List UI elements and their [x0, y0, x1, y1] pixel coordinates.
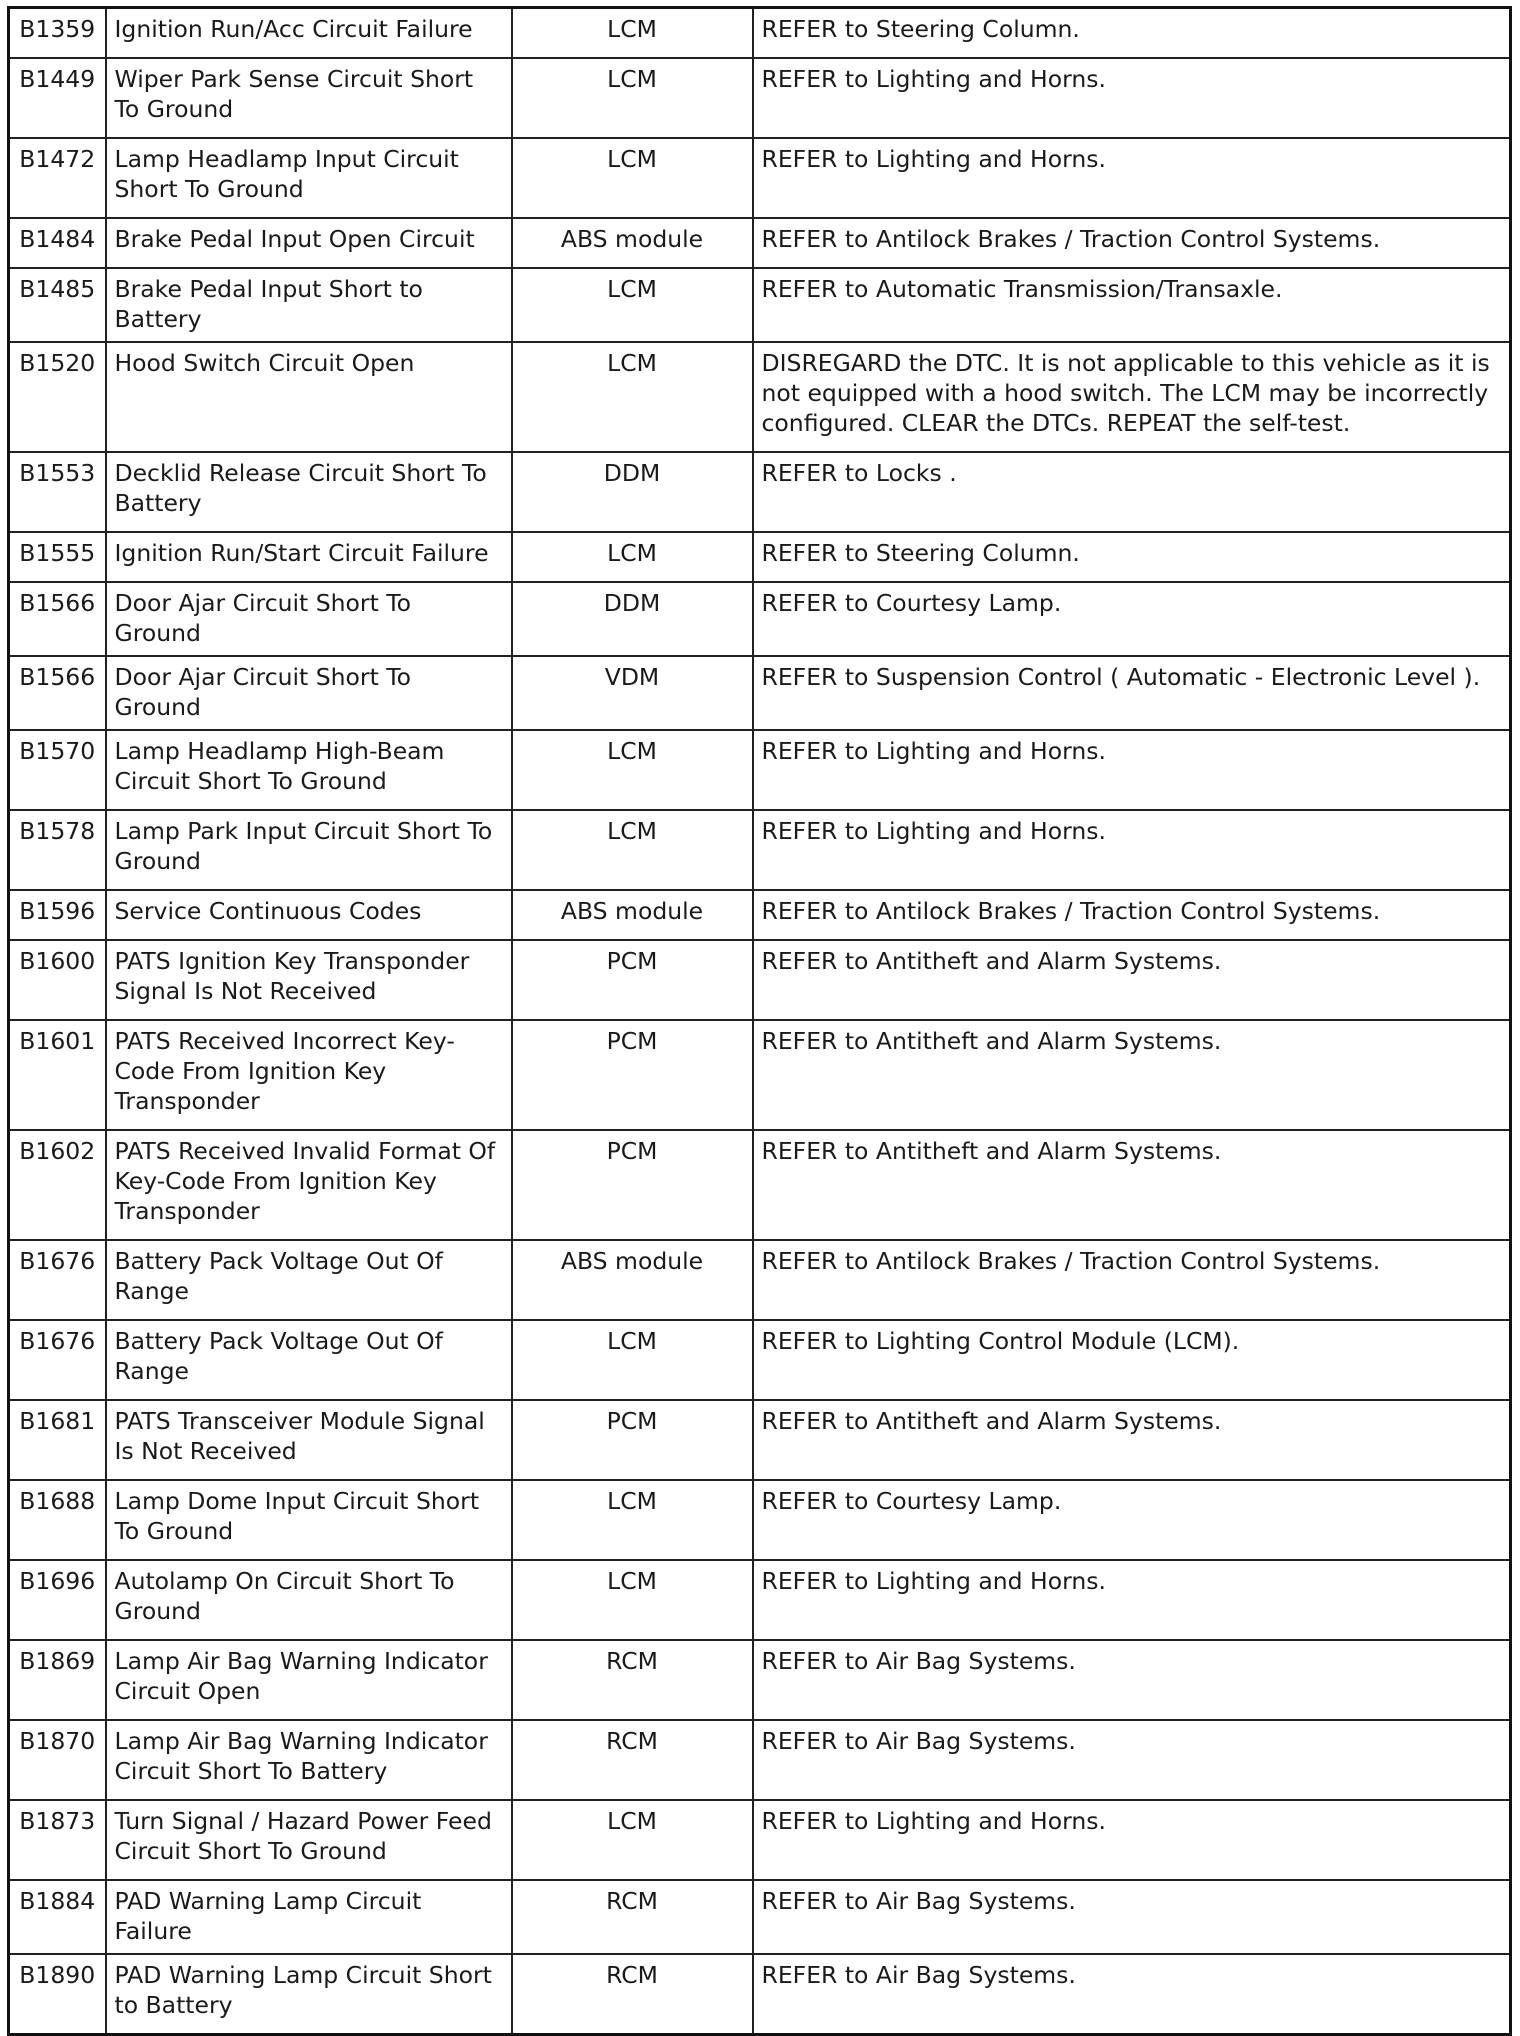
- description-cell: PATS Received Invalid Format Of Key-Code From Ignition Key Transponder: [106, 1130, 512, 1240]
- table-row: [9, 890, 1511, 940]
- dtc-code-cell: B1601: [9, 1020, 106, 1130]
- description-cell: PATS Ignition Key Transponder Signal Is Not Received: [106, 940, 512, 1020]
- dtc-code-cell: B1596: [9, 890, 106, 940]
- table-row: [9, 1020, 1511, 1130]
- description-cell: Service Continuous Codes: [106, 890, 512, 940]
- module-cell: PCM: [512, 940, 753, 1020]
- module-cell: LCM: [512, 58, 753, 138]
- dtc-code-cell: B1602: [9, 1130, 106, 1240]
- module-cell: LCM: [512, 1320, 753, 1400]
- action-cell: REFER to Air Bag Systems.: [753, 1720, 1511, 1800]
- dtc-code-cell: B1869: [9, 1640, 106, 1720]
- table-row: [9, 730, 1511, 810]
- dtc-code-cell: B1570: [9, 730, 106, 810]
- dtc-code-cell: B1449: [9, 58, 106, 138]
- module-cell: LCM: [512, 342, 753, 452]
- description-cell: Lamp Headlamp Input Circuit Short To Ground: [106, 138, 512, 218]
- description-cell: Lamp Air Bag Warning Indicator Circuit Open: [106, 1640, 512, 1720]
- action-cell: REFER to Air Bag Systems.: [753, 1880, 1511, 1954]
- table-row: [9, 1720, 1511, 1800]
- module-cell: LCM: [512, 138, 753, 218]
- table-row: [9, 1320, 1511, 1400]
- module-cell: RCM: [512, 1640, 753, 1720]
- action-cell: REFER to Lighting and Horns.: [753, 58, 1511, 138]
- table-row: [9, 1240, 1511, 1320]
- dtc-code-cell: B1870: [9, 1720, 106, 1800]
- table-row: [9, 1954, 1511, 2035]
- description-cell: Brake Pedal Input Open Circuit: [106, 218, 512, 268]
- action-cell: REFER to Antitheft and Alarm Systems.: [753, 1400, 1511, 1480]
- description-cell: Lamp Park Input Circuit Short To Ground: [106, 810, 512, 890]
- table-row: [9, 1560, 1511, 1640]
- table-row: [9, 582, 1511, 656]
- module-cell: LCM: [512, 1480, 753, 1560]
- action-cell: REFER to Antitheft and Alarm Systems.: [753, 940, 1511, 1020]
- dtc-table: [7, 6, 1512, 2036]
- action-cell: REFER to Automatic Transmission/Transaxle.: [753, 268, 1511, 342]
- module-cell: LCM: [512, 1800, 753, 1880]
- action-cell: REFER to Courtesy Lamp.: [753, 582, 1511, 656]
- description-cell: Lamp Dome Input Circuit Short To Ground: [106, 1480, 512, 1560]
- action-cell: REFER to Antilock Brakes / Traction Control Systems.: [753, 1240, 1511, 1320]
- table-row: [9, 8, 1511, 59]
- description-cell: Lamp Air Bag Warning Indicator Circuit Short To Battery: [106, 1720, 512, 1800]
- table-row: [9, 1640, 1511, 1720]
- dtc-code-cell: B1696: [9, 1560, 106, 1640]
- table-row: [9, 138, 1511, 218]
- action-cell: REFER to Antilock Brakes / Traction Control Systems.: [753, 890, 1511, 940]
- description-cell: Brake Pedal Input Short to Battery: [106, 268, 512, 342]
- description-cell: PATS Transceiver Module Signal Is Not Received: [106, 1400, 512, 1480]
- description-cell: Ignition Run/Start Circuit Failure: [106, 532, 512, 582]
- description-cell: Autolamp On Circuit Short To Ground: [106, 1560, 512, 1640]
- table-row: [9, 940, 1511, 1020]
- action-cell: REFER to Lighting Control Module (LCM).: [753, 1320, 1511, 1400]
- table-row: [9, 1130, 1511, 1240]
- dtc-code-cell: B1578: [9, 810, 106, 890]
- table-row: [9, 1880, 1511, 1954]
- dtc-code-cell: B1359: [9, 8, 106, 59]
- table-row: [9, 58, 1511, 138]
- table-row: [9, 810, 1511, 890]
- description-cell: Door Ajar Circuit Short To Ground: [106, 582, 512, 656]
- action-cell: REFER to Lighting and Horns.: [753, 730, 1511, 810]
- action-cell: REFER to Locks .: [753, 452, 1511, 532]
- description-cell: PAD Warning Lamp Circuit Short to Battery: [106, 1954, 512, 2035]
- dtc-code-cell: B1676: [9, 1240, 106, 1320]
- module-cell: LCM: [512, 730, 753, 810]
- dtc-code-cell: B1884: [9, 1880, 106, 1954]
- dtc-code-cell: B1555: [9, 532, 106, 582]
- description-cell: PAD Warning Lamp Circuit Failure: [106, 1880, 512, 1954]
- dtc-code-cell: B1485: [9, 268, 106, 342]
- module-cell: LCM: [512, 532, 753, 582]
- action-cell: REFER to Lighting and Horns.: [753, 138, 1511, 218]
- module-cell: RCM: [512, 1954, 753, 2035]
- table-row: [9, 1400, 1511, 1480]
- dtc-code-cell: B1890: [9, 1954, 106, 2035]
- description-cell: Ignition Run/Acc Circuit Failure: [106, 8, 512, 59]
- description-cell: Turn Signal / Hazard Power Feed Circuit Short To Ground: [106, 1800, 512, 1880]
- table-row: [9, 218, 1511, 268]
- module-cell: LCM: [512, 1560, 753, 1640]
- action-cell: REFER to Air Bag Systems.: [753, 1954, 1511, 2035]
- description-cell: Door Ajar Circuit Short To Ground: [106, 656, 512, 730]
- module-cell: LCM: [512, 8, 753, 59]
- action-cell: DISREGARD the DTC. It is not applicable to this vehicle as it is not equipped with a hood switch. The LCM may be incorrectly configured. CLEAR the DTCs. REPEAT the self-test.: [753, 342, 1511, 452]
- dtc-code-cell: B1484: [9, 218, 106, 268]
- dtc-code-cell: B1681: [9, 1400, 106, 1480]
- action-cell: REFER to Antitheft and Alarm Systems.: [753, 1020, 1511, 1130]
- module-cell: PCM: [512, 1130, 753, 1240]
- dtc-code-cell: B1600: [9, 940, 106, 1020]
- module-cell: RCM: [512, 1880, 753, 1954]
- dtc-code-cell: B1676: [9, 1320, 106, 1400]
- table-row: [9, 452, 1511, 532]
- action-cell: REFER to Air Bag Systems.: [753, 1640, 1511, 1720]
- action-cell: REFER to Lighting and Horns.: [753, 810, 1511, 890]
- module-cell: DDM: [512, 582, 753, 656]
- dtc-code-cell: B1688: [9, 1480, 106, 1560]
- module-cell: LCM: [512, 268, 753, 342]
- description-cell: Battery Pack Voltage Out Of Range: [106, 1240, 512, 1320]
- dtc-code-cell: B1553: [9, 452, 106, 532]
- action-cell: REFER to Suspension Control ( Automatic - Electronic Level ).: [753, 656, 1511, 730]
- module-cell: LCM: [512, 810, 753, 890]
- table-row: [9, 1800, 1511, 1880]
- action-cell: REFER to Antitheft and Alarm Systems.: [753, 1130, 1511, 1240]
- module-cell: DDM: [512, 452, 753, 532]
- dtc-code-cell: B1873: [9, 1800, 106, 1880]
- module-cell: ABS module: [512, 218, 753, 268]
- description-cell: Lamp Headlamp High-Beam Circuit Short To Ground: [106, 730, 512, 810]
- dtc-code-cell: B1566: [9, 582, 106, 656]
- dtc-code-cell: B1566: [9, 656, 106, 730]
- description-cell: Decklid Release Circuit Short To Battery: [106, 452, 512, 532]
- description-cell: Hood Switch Circuit Open: [106, 342, 512, 452]
- description-cell: Battery Pack Voltage Out Of Range: [106, 1320, 512, 1400]
- action-cell: REFER to Steering Column.: [753, 8, 1511, 59]
- table-row: [9, 1480, 1511, 1560]
- description-cell: Wiper Park Sense Circuit Short To Ground: [106, 58, 512, 138]
- action-cell: REFER to Antilock Brakes / Traction Control Systems.: [753, 218, 1511, 268]
- action-cell: REFER to Steering Column.: [753, 532, 1511, 582]
- table-row: [9, 268, 1511, 342]
- table-row: [9, 532, 1511, 582]
- module-cell: ABS module: [512, 1240, 753, 1320]
- module-cell: PCM: [512, 1400, 753, 1480]
- description-cell: PATS Received Incorrect Key-Code From Ignition Key Transponder: [106, 1020, 512, 1130]
- table-row: [9, 342, 1511, 452]
- action-cell: REFER to Courtesy Lamp.: [753, 1480, 1511, 1560]
- dtc-code-cell: B1520: [9, 342, 106, 452]
- dtc-code-cell: B1472: [9, 138, 106, 218]
- dtc-table-body: [9, 8, 1511, 2035]
- module-cell: VDM: [512, 656, 753, 730]
- table-row: [9, 656, 1511, 730]
- module-cell: ABS module: [512, 890, 753, 940]
- action-cell: REFER to Lighting and Horns.: [753, 1560, 1511, 1640]
- action-cell: REFER to Lighting and Horns.: [753, 1800, 1511, 1880]
- module-cell: RCM: [512, 1720, 753, 1800]
- module-cell: PCM: [512, 1020, 753, 1130]
